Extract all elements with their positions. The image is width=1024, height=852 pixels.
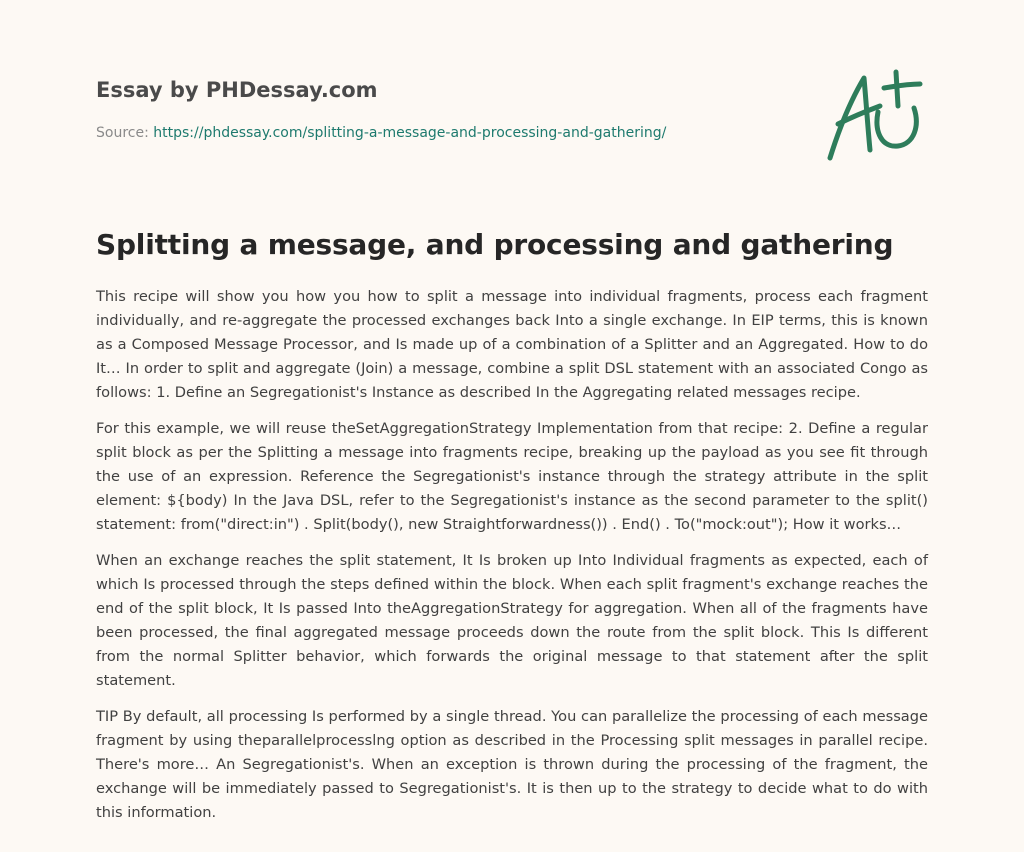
- site-brand: Essay by PHDessay.com: [96, 78, 378, 102]
- paragraph: For this example, we will reuse theSetAggregationStrategy Implementation from that recipe: 2. Define a regular split block as per the Splitting a message into fragments recipe, breaking up the payload as you see fit through the use of an expression. Reference the Segregationist's instance through the strategy attribute in the split element: ${body) In the Java DSL, refer to the Segregationist's instance as the second parameter to the split() statement: from("direct:in") . Split(body(), new Straightforwardness()) . End() . To("mock:out"); How it works…: [96, 420, 928, 533]
- paragraph: TIP By default, all processing Is performed by a single thread. You can parallelize the processing of each message fragment by using theparallelprocesslng option as described in the Processing split messages in parallel recipe. There's more… An Segregationist's. When an exception is thrown during the processing of the fragment, the exchange will be immediately passed to Segregationist's. It is then up to the strategy to decide what to do with this information.: [96, 708, 928, 821]
- a-plus-grade-icon: [820, 66, 928, 166]
- page-title: Splitting a message, and processing and gathering: [96, 228, 894, 261]
- source-link[interactable]: https://phdessay.com/splitting-a-message-and-processing-and-gathering/: [153, 125, 667, 141]
- site-header: [96, 76, 796, 104]
- essay-body: [96, 285, 928, 837]
- source-label: Source:: [96, 125, 154, 141]
- paragraph: This recipe will show you how you how to split a message into individual fragments, process each fragment individually, and re-aggregate the processed exchanges back Into a single exchange. In EIP terms, this is known as a Composed Message Processor, and Is made up of a combination of a Splitter and an Aggregated. How to do It… In order to split and aggregate (Join) a message, combine a split DSL statement with an associated Congo as follows: 1. Define an Segregationist's Instance as described In the Aggregating related messages recipe.: [96, 288, 928, 401]
- paragraph: When an exchange reaches the split statement, It Is broken up Into Individual fragments as expected, each of which Is processed through the steps defined within the block. When each split fragment's exchange reaches the end of the split block, It Is passed Into theAggregationStrategy for aggregation. When all of the fragments have been processed, the final aggregated message proceeds down the route from the split block. This Is different from the normal Splitter behavior, which forwards the original message to that statement after the split statement.: [96, 552, 928, 689]
- source-line: [96, 124, 666, 142]
